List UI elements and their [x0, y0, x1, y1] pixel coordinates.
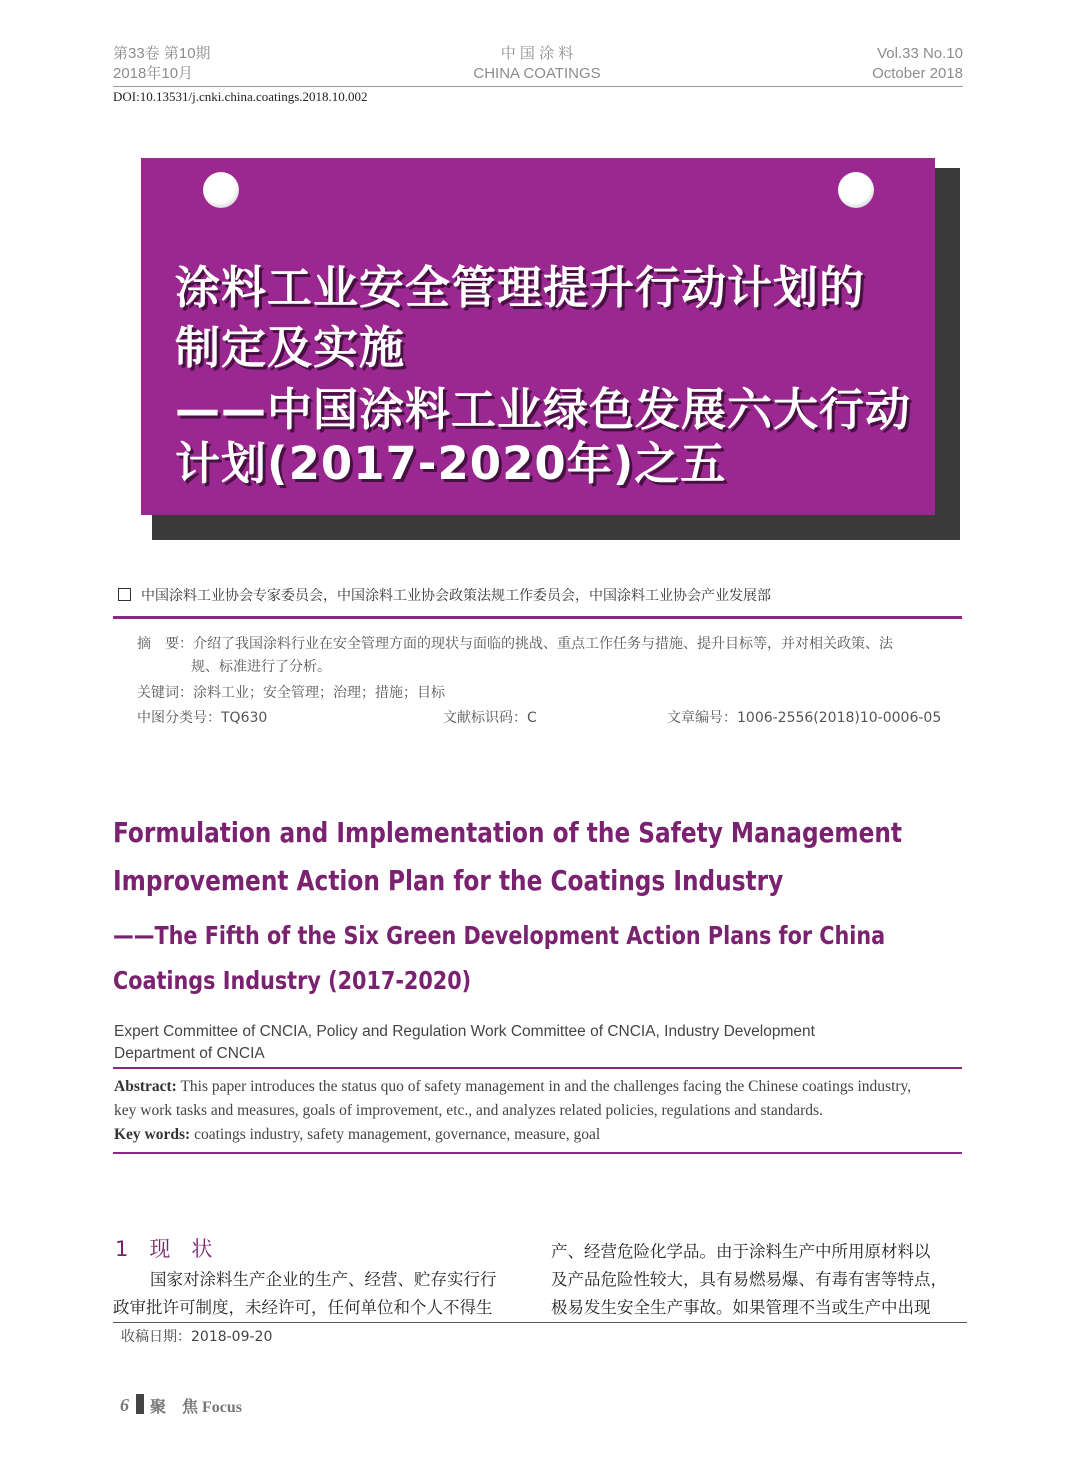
checkbox-square-icon [118, 588, 131, 601]
keywords-en [114, 1123, 974, 1147]
header-vol-no: Vol.33 No.10 [877, 45, 963, 62]
clc-number: 中图分类号：TQ630 [137, 710, 268, 726]
abstract-en-label: Abstract: [114, 1078, 177, 1095]
banner-hole-right [838, 172, 874, 208]
authors-cn [118, 585, 771, 605]
abstract-en-rule [113, 1152, 962, 1154]
banner-title-line1: 涂料工业安全管理提升行动计划的 [175, 261, 866, 314]
header-volume [113, 44, 211, 84]
keywords-en-text: coatings industry, safety management, governance, measure, goal [190, 1126, 601, 1143]
journal-name-cn: 中 国 涂 料 [500, 45, 574, 62]
english-subtitle-line1: ——The Fifth of the Six Green Development Action Plans for China [113, 921, 886, 950]
body-right-line3: 极易发生安全生产事故。如果管理不当或生产中出现 [551, 1298, 931, 1317]
abstract-en-text1: This paper introduces the status quo of safety management in and the challenges facing the Chinese coatings industry, [176, 1078, 912, 1095]
body-right-line1: 产、经营危险化学品。由于涂料生产中所用原材料以 [551, 1242, 931, 1261]
section-heading: 1 现 状 [115, 1237, 213, 1261]
english-title-line2: Improvement Action Plan for the Coatings Industry [113, 864, 784, 897]
abstract-cn [137, 633, 893, 655]
abstract-cn-label: 摘 要： [137, 636, 193, 652]
abstract-cn-line2: 规、标准进行了分析。 [191, 659, 331, 675]
page-number: 6 [120, 1395, 129, 1415]
article-number: 文章编号：1006-2556(2018)10-0006-05 [667, 710, 942, 726]
document-code: 文献标识码：C [443, 710, 537, 726]
header-month-year: October 2018 [872, 65, 963, 82]
english-subtitle-line2: Coatings Industry (2017-2020) [113, 966, 472, 995]
footer-column: 聚 焦 Focus [150, 1399, 243, 1416]
header-date-cn: 2018年10月 [113, 65, 194, 82]
header-journal [437, 44, 637, 84]
banner-title-line2: 制定及实施 [175, 321, 406, 374]
authors-rule [113, 616, 962, 619]
english-title-line1: Formulation and Implementation of the Safety Management [113, 816, 903, 849]
en-authors-rule [113, 1067, 962, 1069]
header-rule [113, 86, 963, 87]
banner-subtitle-line1: ——中国涂料工业绿色发展六大行动 [175, 383, 912, 436]
body-left-line2: 政审批许可制度，未经许可，任何单位和个人不得生 [113, 1298, 493, 1317]
journal-name-en: CHINA COATINGS [473, 65, 601, 82]
body-right-line2: 及产品危险性较大，具有易燃易爆、有毒有害等特点， [551, 1270, 947, 1289]
keywords-en-label: Key words: [114, 1126, 191, 1143]
authors-en-line2: Department of CNCIA [114, 1045, 265, 1062]
banner-hole-left [203, 172, 239, 208]
footer-bar [136, 1394, 144, 1414]
authors-en [114, 1021, 815, 1065]
authors-en-line1: Expert Committee of CNCIA, Policy and Regulation Work Committee of CNCIA, Industry Development [114, 1023, 815, 1040]
header-volume-issue: 第33卷 第10期 [113, 45, 211, 62]
authors-cn-text: 中国涂料工业协会专家委员会，中国涂料工业协会政策法规工作委员会，中国涂料工业协会产业发展部 [141, 588, 771, 604]
banner-subtitle-line2: 计划(2017-2020年)之五 [175, 437, 727, 490]
received-date: 收稿日期：2018-09-20 [121, 1329, 273, 1345]
footnote-rule [113, 1322, 967, 1323]
abstract-en [114, 1075, 974, 1147]
abstract-en-text2: key work tasks and measures, goals of improvement, etc., and analyzes related policies, regulations and standards. [114, 1102, 823, 1119]
keywords-cn: 关键词：涂料工业；安全管理；治理；措施；目标 [137, 685, 445, 701]
doi: DOI:10.13531/j.cnki.china.coatings.2018.10.002 [113, 89, 368, 104]
abstract-en-line1 [114, 1075, 974, 1099]
body-left-line1: 国家对涂料生产企业的生产、经营、贮存实行行 [150, 1270, 497, 1289]
abstract-cn-line1: 介绍了我国涂料行业在安全管理方面的现状与面临的挑战、重点工作任务与措施、提升目标等，并对相关政策、法 [193, 636, 893, 652]
header-volume-en [872, 44, 963, 84]
